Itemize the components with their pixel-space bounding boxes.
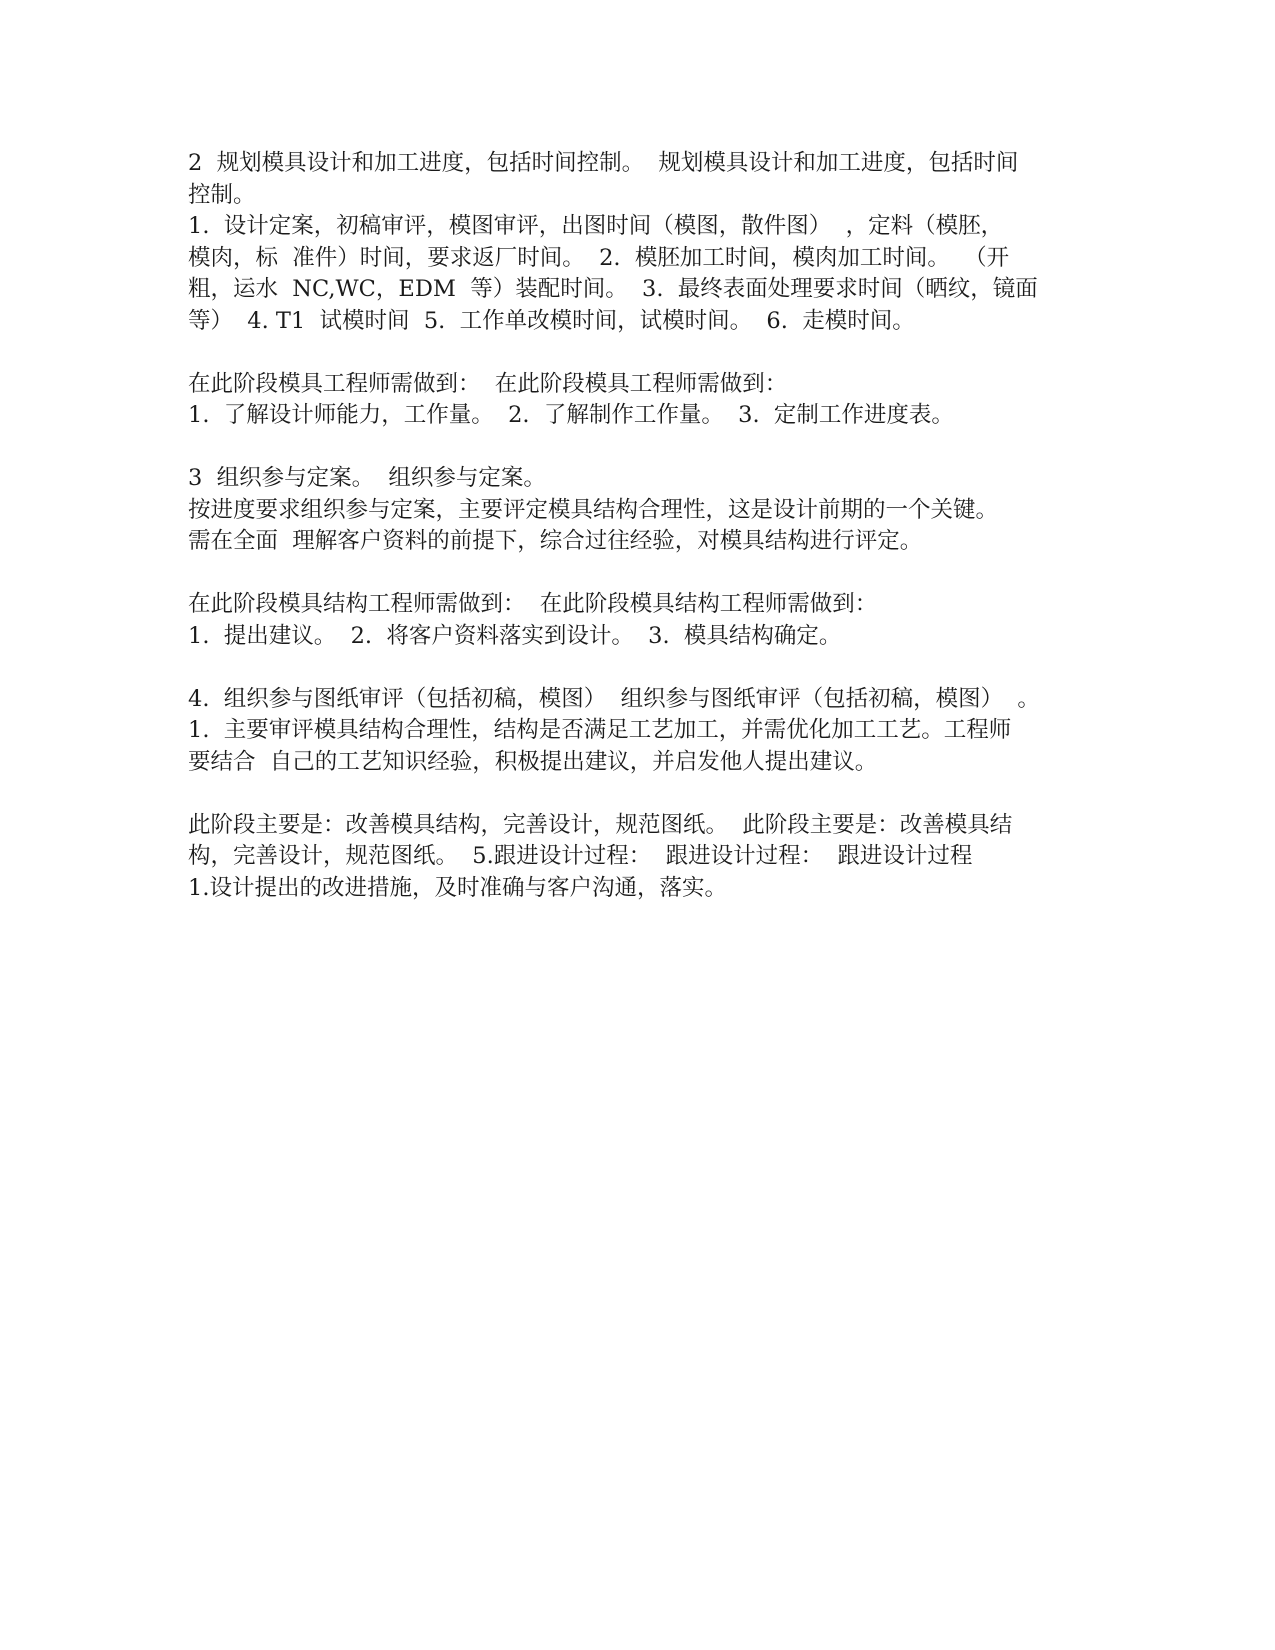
text-line: 模肉，标 准件）时间，要求返厂时间。 2. 模胚加工时间，模肉加工时间。 （开 — [188, 244, 1010, 271]
text-line: 按进度要求组织参与定案，主要评定模具结构合理性，这是设计前期的一个关键。 — [188, 496, 999, 523]
paragraph-gap — [188, 778, 1118, 810]
text-line: 1. 提出建议。 2. 将客户资料落实到设计。 3. 模具结构确定。 — [188, 622, 842, 649]
text-line: 1.设计提出的改进措施，及时准确与客户沟通，落实。 — [188, 874, 727, 901]
document-body — [188, 148, 1118, 904]
text-line: 1. 主要审评模具结构合理性，结构是否满足工艺加工，并需优化加工工艺。工程师 — [188, 717, 1012, 743]
section-heading: 在此阶段模具工程师需做到： 在此阶段模具工程师需做到： — [188, 370, 788, 397]
text-line: 1. 了解设计师能力，工作量。 2. 了解制作工作量。 3. 定制工作进度表。 — [188, 402, 954, 428]
paragraph-gap — [188, 558, 1118, 590]
text-line: 1. 设计定案，初稿审评，模图审评，出图时间（模图，散件图） ，定料（模胚， — [188, 213, 1004, 239]
section-heading: 2 规划模具设计和加工进度，包括时间控制。 规划模具设计和加工进度，包括时间 — [188, 150, 1019, 176]
text-line: 需在全面 理解客户资料的前提下，综合过往经验，对模具结构进行评定。 — [188, 528, 923, 554]
text-line: 粗，运水 NC,WC，EDM 等）装配时间。 3. 最终表面处理要求时间（晒纹，镜面 — [188, 276, 1038, 302]
section-heading: 4. 组织参与图纸审评（包括初稿，模图） 组织参与图纸审评（包括初稿，模图） 。 — [188, 685, 1040, 712]
paragraph-gap — [188, 432, 1118, 464]
section-heading: 3 组织参与定案。 组织参与定案。 — [188, 465, 546, 491]
text-line: 构，完善设计，规范图纸。 5.跟进设计过程： 跟进设计过程： 跟进设计过程 — [188, 843, 973, 869]
text-line: 要结合 自己的工艺知识经验，积极提出建议，并启发他人提出建议。 — [188, 748, 878, 775]
paragraph-gap — [188, 652, 1118, 684]
paragraph-gap — [188, 337, 1118, 369]
text-line: 控制。 — [188, 181, 256, 208]
text-line: 等） 4. T1 试模时间 5. 工作单改模时间，试模时间。 6. 走模时间。 — [188, 307, 915, 334]
section-heading: 此阶段主要是：改善模具结构，完善设计，规范图纸。 此阶段主要是：改善模具结 — [188, 811, 1013, 838]
section-heading: 在此阶段模具结构工程师需做到： 在此阶段模具结构工程师需做到： — [188, 591, 878, 617]
